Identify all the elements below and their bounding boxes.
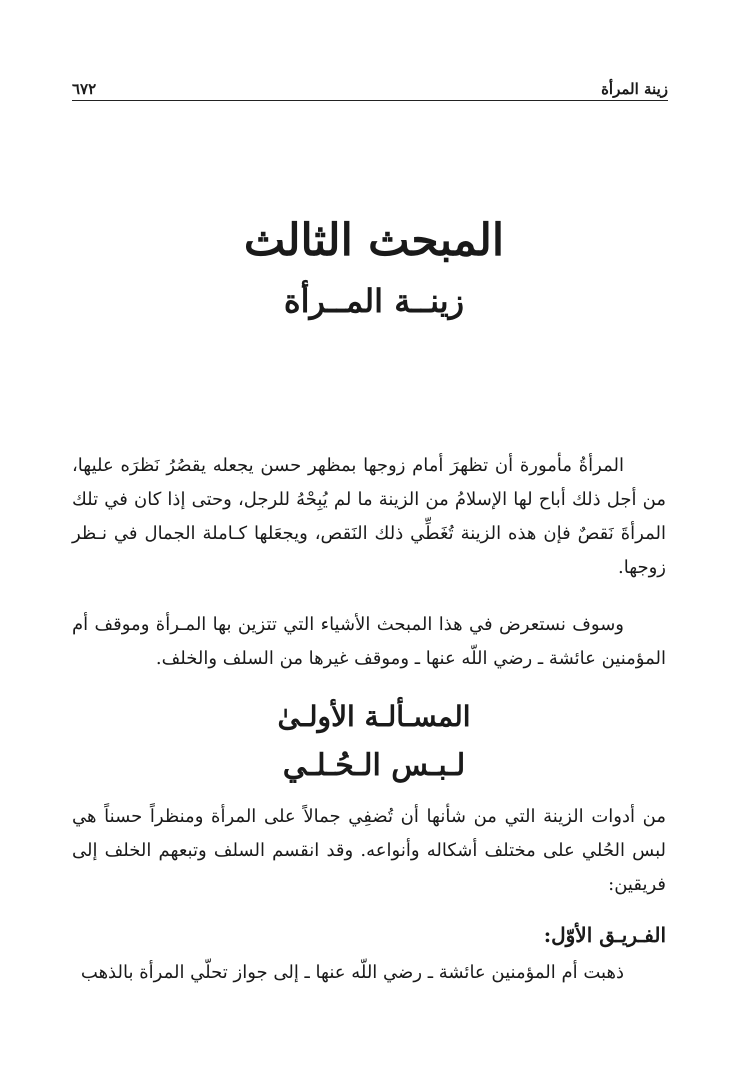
section-subtitle: لـبـس الـحُـلـي	[282, 748, 466, 783]
page-number: ٦٧٢	[72, 80, 97, 98]
section-title: المسـألـة الأولـىٰ	[277, 700, 471, 733]
jewelry-paragraph: من أدوات الزينة التي من شأنها أن تُضفِي جمالاً على المرأة ومنظراً حسناً هي لبس الحُلي على مختلف أشكاله وأنواعه. وقد انقسم السلف وتبعهم الخلف إلى فريقين:	[72, 806, 666, 895]
running-title: زينة المرأة	[601, 80, 668, 98]
first-group-heading: الفـريـق الأوّل:	[543, 923, 666, 947]
running-header	[72, 74, 668, 98]
first-group-paragraph: ذهبت أم المؤمنين عائشة ـ رضي اللّه عنها ـ إلى جواز تحلّي المرأة بالذهب	[80, 962, 624, 983]
intro-paragraph: المرأةُ مأمورة أن تظهرَ أمام زوجها بمظهر حسن يجعله يقصُرُ نَظرَه عليها، من أجل ذلك أباح لها الإسلامُ من الزينة ما لم يُبِحْهُ للرجل، وحتى إذا كان في تلك المرأةَ نَقصٌ فإن هذه الزينة تُغَطِّي ذلك النَقص، ويجعَلها كـاملة الجمال في نـظر زوجها.	[72, 455, 666, 578]
chapter-title: المبحث الثالث	[243, 215, 505, 266]
header-rule	[72, 100, 668, 101]
scope-paragraph: وسوف نستعرض في هذا المبحث الأشياء التي تتزين بها المـرأة وموقف أم المؤمنين عائشة ـ رضي اللّه عنها ـ وموقف غيرها من السلف والخلف.	[72, 614, 666, 669]
chapter-subtitle: زينــة المــرأة	[283, 282, 465, 320]
